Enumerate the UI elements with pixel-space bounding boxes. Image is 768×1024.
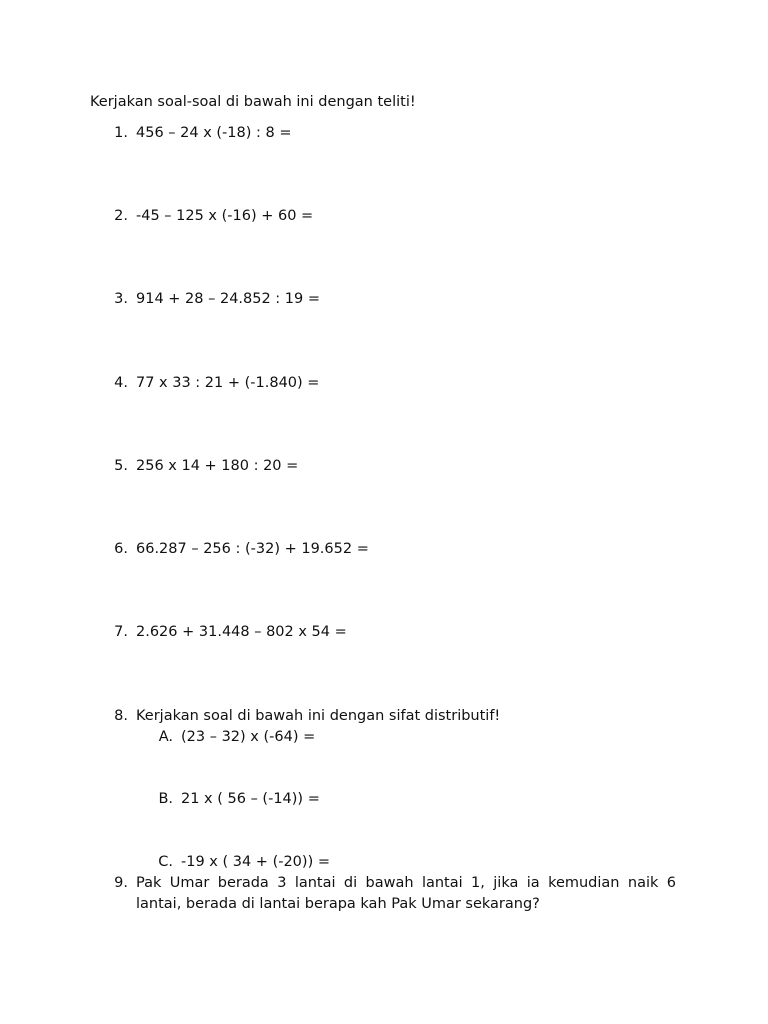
question-number: 4. [114, 375, 128, 391]
question-text: Kerjakan soal di bawah ini dengan sifat distributif! [136, 708, 501, 724]
subquestion-letter: A. [158, 729, 173, 745]
question-number: 3. [114, 291, 128, 307]
question-number: 9. [114, 875, 128, 891]
question-text: 256 x 14 + 180 : 20 = [136, 458, 299, 474]
subquestion-letter: C. [158, 854, 173, 870]
question-text: 914 + 28 – 24.852 : 19 = [136, 291, 321, 307]
question-text: -45 – 125 x (-16) + 60 = [136, 208, 314, 224]
question-number: 2. [114, 208, 128, 224]
question-number: 7. [114, 624, 128, 640]
question-text: 456 – 24 x (-18) : 8 = [136, 125, 292, 141]
question-text: 66.287 – 256 : (-32) + 19.652 = [136, 541, 369, 557]
subquestion-letter: B. [158, 791, 173, 807]
question-text: 77 x 33 : 21 + (-1.840) = [136, 375, 320, 391]
question-number: 6. [114, 541, 128, 557]
question-9-text: Pak Umar berada 3 lantai di bawah lantai 1, jika ia kemudian naik 6 lantai, berada di lantai berapa kah Pak Umar sekarang? [136, 875, 676, 912]
question-number: 8. [114, 708, 128, 724]
subquestion-text: 21 x ( 56 – (-14)) = [181, 791, 320, 807]
subquestion-text: -19 x ( 34 + (-20)) = [181, 854, 330, 870]
question-number: 1. [114, 125, 128, 141]
subquestion-text: (23 – 32) x (-64) = [181, 729, 316, 745]
question-text: 2.626 + 31.448 – 802 x 54 = [136, 624, 347, 640]
instruction-heading: Kerjakan soal-soal di bawah ini dengan teliti! [90, 94, 416, 110]
question-number: 5. [114, 458, 128, 474]
